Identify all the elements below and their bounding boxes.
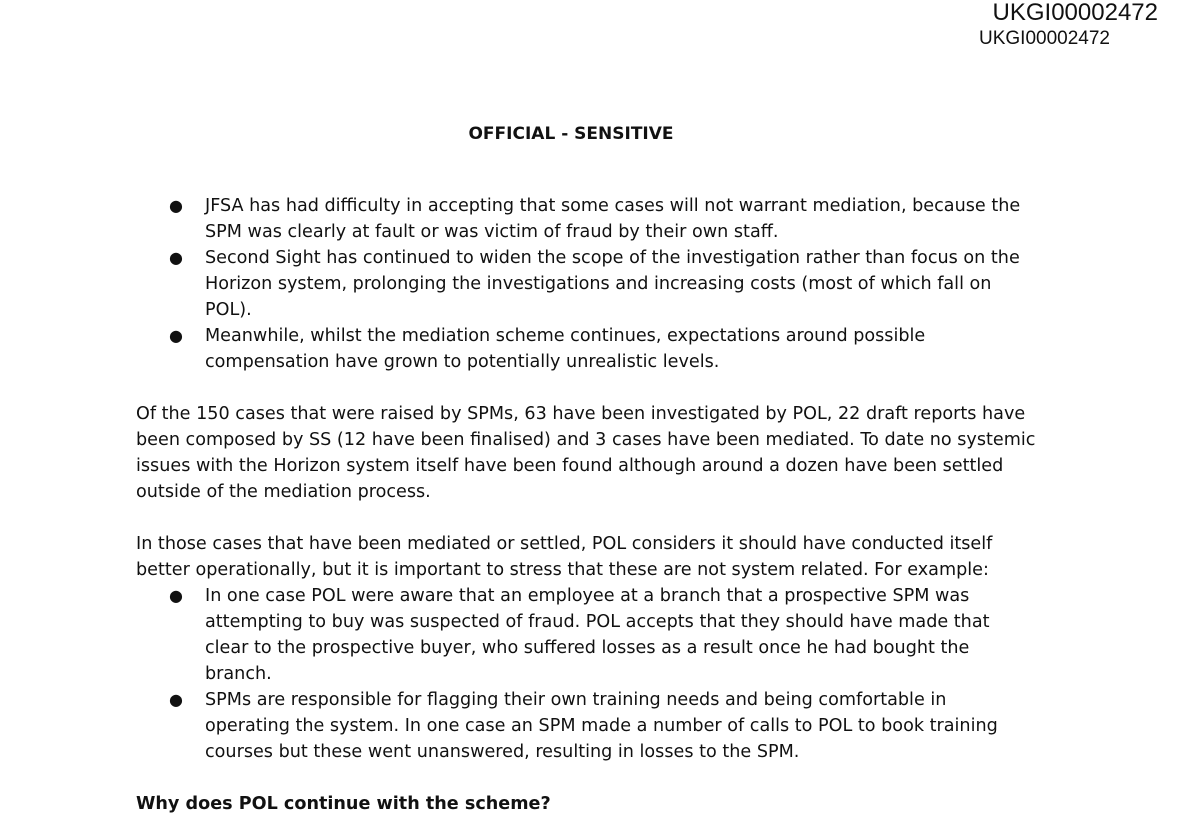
- bullet-list-examples: [136, 583, 1036, 765]
- paragraph-mediated-cases: In those cases that have been mediated or settled, POL considers it should have conducted itself better operationally, but it is important to stress that these are not system related. For example:: [136, 534, 993, 580]
- section-heading: Why does POL continue with the scheme?: [136, 794, 551, 814]
- bullet-icon: ●: [169, 690, 183, 709]
- bullet-icon: ●: [169, 586, 183, 605]
- list-item-text: JFSA has had difficulty in accepting that some cases will not warrant mediation, because the SPM was clearly at fault or was victim of fraud by their own staff.: [205, 196, 1021, 242]
- document-id-stamp: UKGI00002472: [992, 0, 1158, 26]
- document-body: [136, 193, 1036, 817]
- bullet-icon: ●: [169, 196, 183, 215]
- document-id-stamp-secondary: UKGI00002472: [979, 28, 1110, 49]
- list-item: [136, 687, 1036, 765]
- list-item-text: SPMs are responsible for flagging their own training needs and being comfortable in operating the system. In one case an SPM made a number of calls to POL to book training courses but these went unanswered, resulting in losses to the SPM.: [205, 690, 998, 762]
- paragraph-case-statistics: Of the 150 cases that were raised by SPMs, 63 have been investigated by POL, 22 draft reports have been composed by SS (12 have been finalised) and 3 cases have been mediated. To date no systemic issues with the Horizon system itself have been found although around a dozen have been settled outside of the mediation process.: [136, 404, 1036, 502]
- classification-marking: OFFICIAL - SENSITIVE: [468, 124, 674, 144]
- list-item: [136, 193, 1036, 245]
- list-item-text: Meanwhile, whilst the mediation scheme continues, expectations around possible compensation have grown to potentially unrealistic levels.: [205, 326, 926, 372]
- list-item-text: Second Sight has continued to widen the scope of the investigation rather than focus on the Horizon system, prolonging the investigations and increasing costs (most of which fall on POL).: [205, 248, 1020, 320]
- bullet-icon: ●: [169, 248, 183, 267]
- list-item-text: In one case POL were aware that an employee at a branch that a prospective SPM was attempting to buy was suspected of fraud. POL accepts that they should have made that clear to the prospective buyer, who suffered losses as a result once he had bought the branch.: [205, 586, 990, 684]
- list-item: [136, 245, 1036, 323]
- list-item: [136, 323, 1036, 375]
- bullet-icon: ●: [169, 326, 183, 345]
- list-item: [136, 583, 1036, 687]
- bullet-list-issues: [136, 193, 1036, 375]
